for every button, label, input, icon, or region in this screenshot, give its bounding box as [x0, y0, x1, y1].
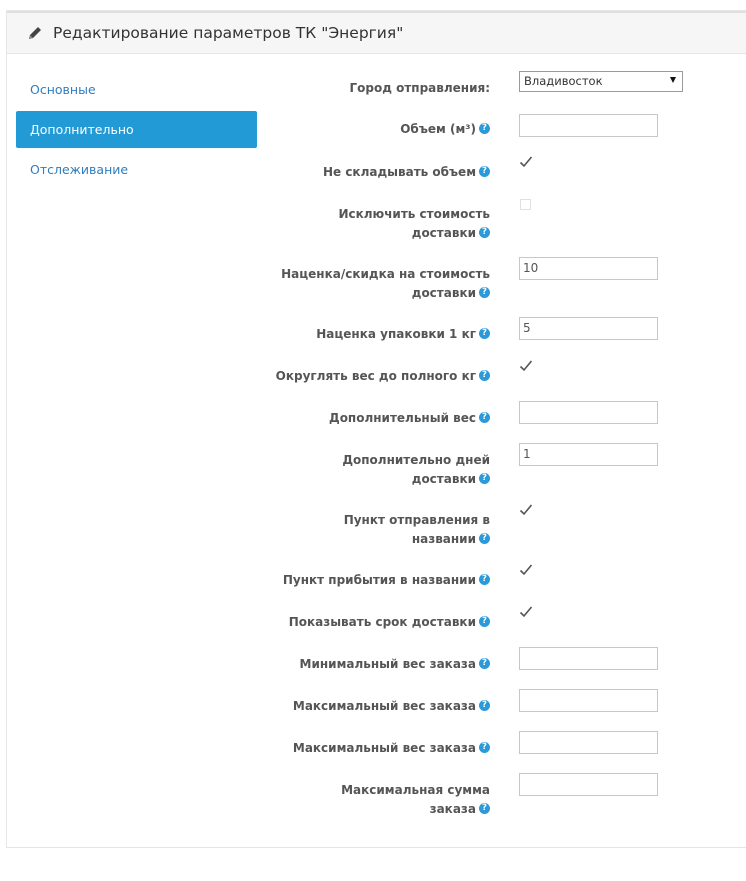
- volume-input[interactable]: [519, 114, 658, 137]
- max-sum-label: Максимальная сумма заказа ?: [341, 783, 490, 816]
- show-term-checkbox[interactable]: [519, 605, 533, 619]
- city-select[interactable]: [519, 71, 683, 92]
- min-weight-input[interactable]: [519, 647, 658, 670]
- max-weight-input-2[interactable]: [519, 731, 658, 754]
- city-label: Город отправления:: [349, 81, 490, 95]
- help-icon[interactable]: ?: [479, 287, 490, 298]
- volume-label: Объем (м³) ?: [400, 120, 490, 139]
- help-icon[interactable]: ?: [479, 742, 490, 753]
- page-title: Редактирование параметров ТК "Энергия": [53, 24, 404, 42]
- show-term-label: Показывать срок доставки ?: [289, 613, 490, 632]
- min-weight-label: Минимальный вес заказа ?: [300, 655, 490, 674]
- tab-main[interactable]: Основные: [30, 82, 96, 97]
- city-select-value: Владивосток: [524, 74, 603, 88]
- extra-days-input[interactable]: 1: [519, 443, 658, 466]
- dest-in-name-label: Пункт прибытия в названии ?: [283, 571, 490, 590]
- markup-cost-input[interactable]: 10: [519, 257, 658, 280]
- help-icon[interactable]: ?: [479, 123, 490, 134]
- origin-in-name-checkbox[interactable]: [519, 503, 533, 517]
- help-icon[interactable]: ?: [479, 574, 490, 585]
- round-weight-label: Округлять вес до полного кг ?: [276, 367, 490, 386]
- packing-markup-label: Наценка упаковки 1 кг ?: [316, 325, 490, 344]
- origin-in-name-label: Пункт отправления в названии ?: [343, 513, 490, 546]
- dest-in-name-checkbox[interactable]: [519, 563, 533, 577]
- extra-weight-label: Дополнительный вес ?: [329, 409, 490, 428]
- pencil-icon: [27, 25, 43, 41]
- help-icon[interactable]: ?: [479, 370, 490, 381]
- exclude-cost-checkbox[interactable]: [520, 199, 531, 210]
- no-stack-volume-label: Не складывать объем ?: [323, 163, 490, 182]
- extra-days-label: Дополнительно дней доставки ?: [342, 453, 490, 486]
- max-weight-label-2: Максимальный вес заказа ?: [293, 739, 490, 758]
- max-weight-input[interactable]: [519, 689, 658, 712]
- markup-cost-label: Наценка/скидка на стоимость доставки ?: [281, 267, 490, 300]
- help-icon[interactable]: ?: [479, 328, 490, 339]
- help-icon[interactable]: ?: [479, 166, 490, 177]
- help-icon[interactable]: ?: [479, 227, 490, 238]
- round-weight-checkbox[interactable]: [519, 359, 533, 373]
- max-sum-input[interactable]: [519, 773, 658, 796]
- help-icon[interactable]: ?: [479, 533, 490, 544]
- help-icon[interactable]: ?: [479, 616, 490, 627]
- help-icon[interactable]: ?: [479, 473, 490, 484]
- help-icon[interactable]: ?: [479, 803, 490, 814]
- no-stack-volume-checkbox[interactable]: [519, 155, 533, 169]
- tab-additional[interactable]: Дополнительно: [16, 111, 257, 148]
- exclude-cost-label: Исключить стоимость доставки ?: [338, 207, 490, 240]
- packing-markup-input[interactable]: 5: [519, 317, 658, 340]
- tab-tracking[interactable]: Отслеживание: [30, 162, 129, 177]
- max-weight-label: Максимальный вес заказа ?: [293, 697, 490, 716]
- help-icon[interactable]: ?: [479, 658, 490, 669]
- caret-down-icon: [670, 77, 676, 83]
- panel-header: [7, 11, 746, 54]
- extra-weight-input[interactable]: [519, 401, 658, 424]
- help-icon[interactable]: ?: [479, 412, 490, 423]
- help-icon[interactable]: ?: [479, 700, 490, 711]
